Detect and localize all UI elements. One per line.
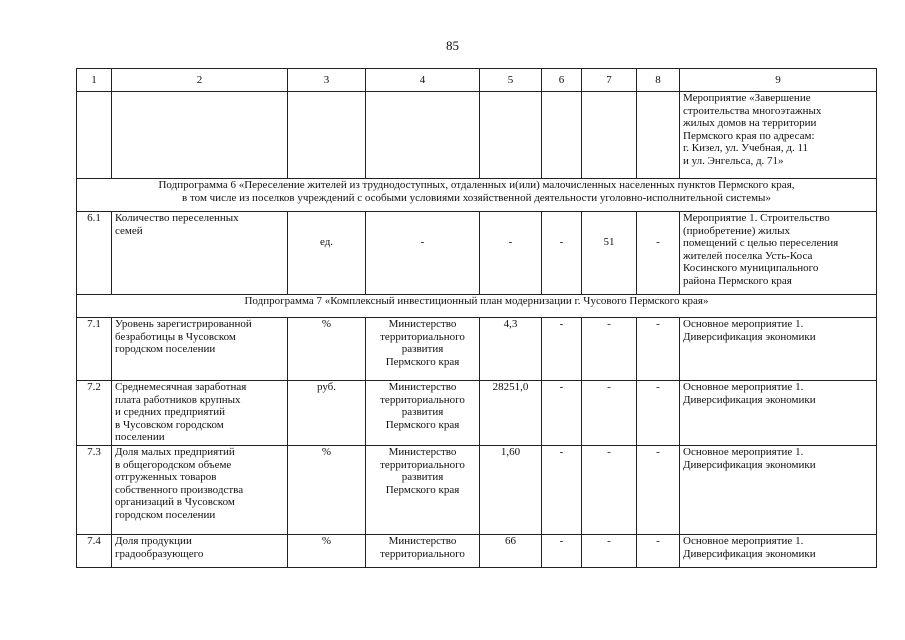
event-line: Диверсификация экономики (683, 458, 816, 471)
responsible-line: Министерство (388, 381, 457, 393)
indicators-table (76, 68, 877, 568)
value-cell: - (637, 446, 680, 535)
value-cell (480, 212, 542, 295)
subprogram-6-title (77, 179, 877, 212)
value-cell: - (582, 381, 637, 446)
event-line: жителей поселка Усть-Коса (683, 249, 813, 262)
responsible-line: территориального (380, 393, 465, 406)
table-row (77, 212, 877, 295)
indicator-line: городском поселении (115, 343, 216, 356)
responsible-cell (366, 212, 480, 295)
value-cell: - (637, 535, 680, 568)
value-cell: - (637, 381, 680, 446)
row-number: 7.4 (77, 535, 112, 568)
table-cell (582, 92, 637, 179)
indicator-line: Уровень зарегистрированной (115, 318, 252, 330)
header-cell: 2 (112, 69, 288, 92)
event-line: Диверсификация экономики (683, 330, 816, 343)
responsible-line: Министерство (388, 318, 457, 330)
table-cell (480, 92, 542, 179)
value-cell: - (542, 446, 582, 535)
event-line: Диверсификация экономики (683, 547, 816, 560)
indicator-line: Доля малых предприятий (115, 446, 235, 458)
indicator-line: городском поселении (115, 508, 216, 521)
responsible-cell (366, 535, 480, 568)
indicator-line: Среднемесячная заработная (115, 381, 247, 393)
unit-value: ед. (319, 236, 334, 248)
responsible-line: Пермского края (385, 418, 460, 431)
table-row (77, 446, 877, 535)
event-line: Мероприятие 1. Строительство (683, 212, 830, 224)
event-line: г. Кизел, ул. Учебная, д. 11 (683, 142, 809, 155)
event-line: жилых домов на территории (683, 117, 817, 130)
table-cell (288, 92, 366, 179)
value-cell: - (582, 446, 637, 535)
event-line: Основное мероприятие 1. (683, 535, 804, 547)
subprogram-line: в том числе из поселков учреждений с особыми условиями хозяйственной деятельности уголовно-исполнительной системы» (182, 191, 771, 204)
indicator-line: отгруженных товаров (115, 471, 217, 484)
indicator-line: и средних предприятий (115, 406, 226, 419)
indicator-line: в общегородском объеме (115, 458, 232, 471)
value-cell (637, 212, 680, 295)
event-line: Пермского края по адресам: (683, 129, 815, 142)
event-line: Диверсификация экономики (683, 393, 816, 406)
value-cell: - (582, 535, 637, 568)
header-cell: 6 (542, 69, 582, 92)
responsible-line: территориального (380, 330, 465, 343)
value: - (508, 236, 513, 248)
header-cell: 3 (288, 69, 366, 92)
responsible-cell (366, 446, 480, 535)
event-cell (680, 92, 877, 179)
responsible-line: Министерство (388, 446, 457, 458)
event-cell (680, 535, 877, 568)
header-cell: 7 (582, 69, 637, 92)
subprogram-row (77, 179, 877, 212)
unit-cell: руб. (288, 381, 366, 446)
event-line: Косинского муниципального (683, 262, 819, 275)
row-number: 7.2 (77, 381, 112, 446)
value: - (656, 236, 660, 248)
event-line: помещений с целью переселения (683, 237, 839, 250)
event-line: района Пермского края (683, 274, 792, 287)
table-row (77, 318, 877, 381)
unit-cell: % (288, 318, 366, 381)
value-cell: - (542, 535, 582, 568)
value-cell: - (582, 318, 637, 381)
header-cell: 5 (480, 69, 542, 92)
event-line: Основное мероприятие 1. (683, 446, 804, 458)
subprogram-7-title: Подпрограмма 7 «Комплексный инвестиционный план модернизации г. Чусового Пермского края» (77, 295, 877, 318)
indicator-line: Доля продукции (115, 535, 192, 547)
event-line: Основное мероприятие 1. (683, 318, 804, 330)
value-cell: - (542, 318, 582, 381)
indicator-cell (112, 381, 288, 446)
table-cell (77, 92, 112, 179)
table-row (77, 381, 877, 446)
page-number: 85 (446, 38, 459, 53)
event-line: Мероприятие «Завершение (683, 92, 811, 104)
indicator-cell (112, 446, 288, 535)
subprogram-line: Подпрограмма 6 «Переселение жителей из труднодоступных, отдаленных и(или) малочисленных населенных пунктов Пермского края, (158, 179, 795, 191)
indicator-line: организаций в Чусовском (115, 496, 235, 509)
indicator-cell (112, 212, 288, 295)
value-cell (542, 212, 582, 295)
header-cell: 9 (680, 69, 877, 92)
table-cell (112, 92, 288, 179)
unit-cell: % (288, 446, 366, 535)
event-line: (приобретение) жилых (683, 224, 791, 237)
responsible-line: развития (401, 471, 444, 484)
event-cell (680, 212, 877, 295)
indicator-line: поселении (115, 431, 165, 444)
indicator-line: градообразующего (115, 547, 204, 560)
table-cell (542, 92, 582, 179)
value-cell: 66 (480, 535, 542, 568)
indicator-line: безработицы в Чусовском (115, 330, 236, 343)
unit-cell: % (288, 535, 366, 568)
responsible-cell (366, 318, 480, 381)
value-cell (582, 212, 637, 295)
indicator-line: в Чусовском городском (115, 418, 224, 431)
header-row (77, 69, 877, 92)
value-cell: - (542, 381, 582, 446)
value-cell: - (637, 318, 680, 381)
subprogram-row (77, 295, 877, 318)
responsible-line: развития (401, 406, 444, 419)
responsible-line: территориального (380, 547, 465, 560)
responsible-cell (366, 381, 480, 446)
responsible-value: - (420, 236, 425, 248)
indicator-line: Количество переселенных (115, 212, 239, 224)
indicator-line: плата работников крупных (115, 393, 241, 406)
row-number: 7.1 (77, 318, 112, 381)
indicator-line: семей (115, 224, 143, 237)
table-cell (637, 92, 680, 179)
value-cell: 1,60 (480, 446, 542, 535)
event-cell (680, 446, 877, 535)
row-number: 6.1 (77, 212, 112, 295)
event-line: и ул. Энгельса, д. 71» (683, 154, 784, 167)
responsible-line: Пермского края (385, 355, 460, 368)
value: 51 (603, 236, 615, 248)
row-number: 7.3 (77, 446, 112, 535)
header-cell: 8 (637, 69, 680, 92)
event-line: строительства многоэтажных (683, 104, 822, 117)
table-row (77, 535, 877, 568)
event-cell (680, 318, 877, 381)
header-cell: 1 (77, 69, 112, 92)
value-cell: 4,3 (480, 318, 542, 381)
responsible-line: территориального (380, 458, 465, 471)
responsible-line: развития (401, 343, 444, 356)
table-cell (366, 92, 480, 179)
value: - (559, 236, 564, 248)
indicator-cell (112, 318, 288, 381)
header-cell: 4 (366, 69, 480, 92)
value-cell: 28251,0 (480, 381, 542, 446)
event-cell (680, 381, 877, 446)
indicator-line: собственного производства (115, 483, 244, 496)
indicator-cell (112, 535, 288, 568)
responsible-line: Пермского края (385, 483, 460, 496)
responsible-line: Министерство (388, 535, 457, 547)
unit-cell (288, 212, 366, 295)
table-row (77, 92, 877, 179)
event-line: Основное мероприятие 1. (683, 381, 804, 393)
